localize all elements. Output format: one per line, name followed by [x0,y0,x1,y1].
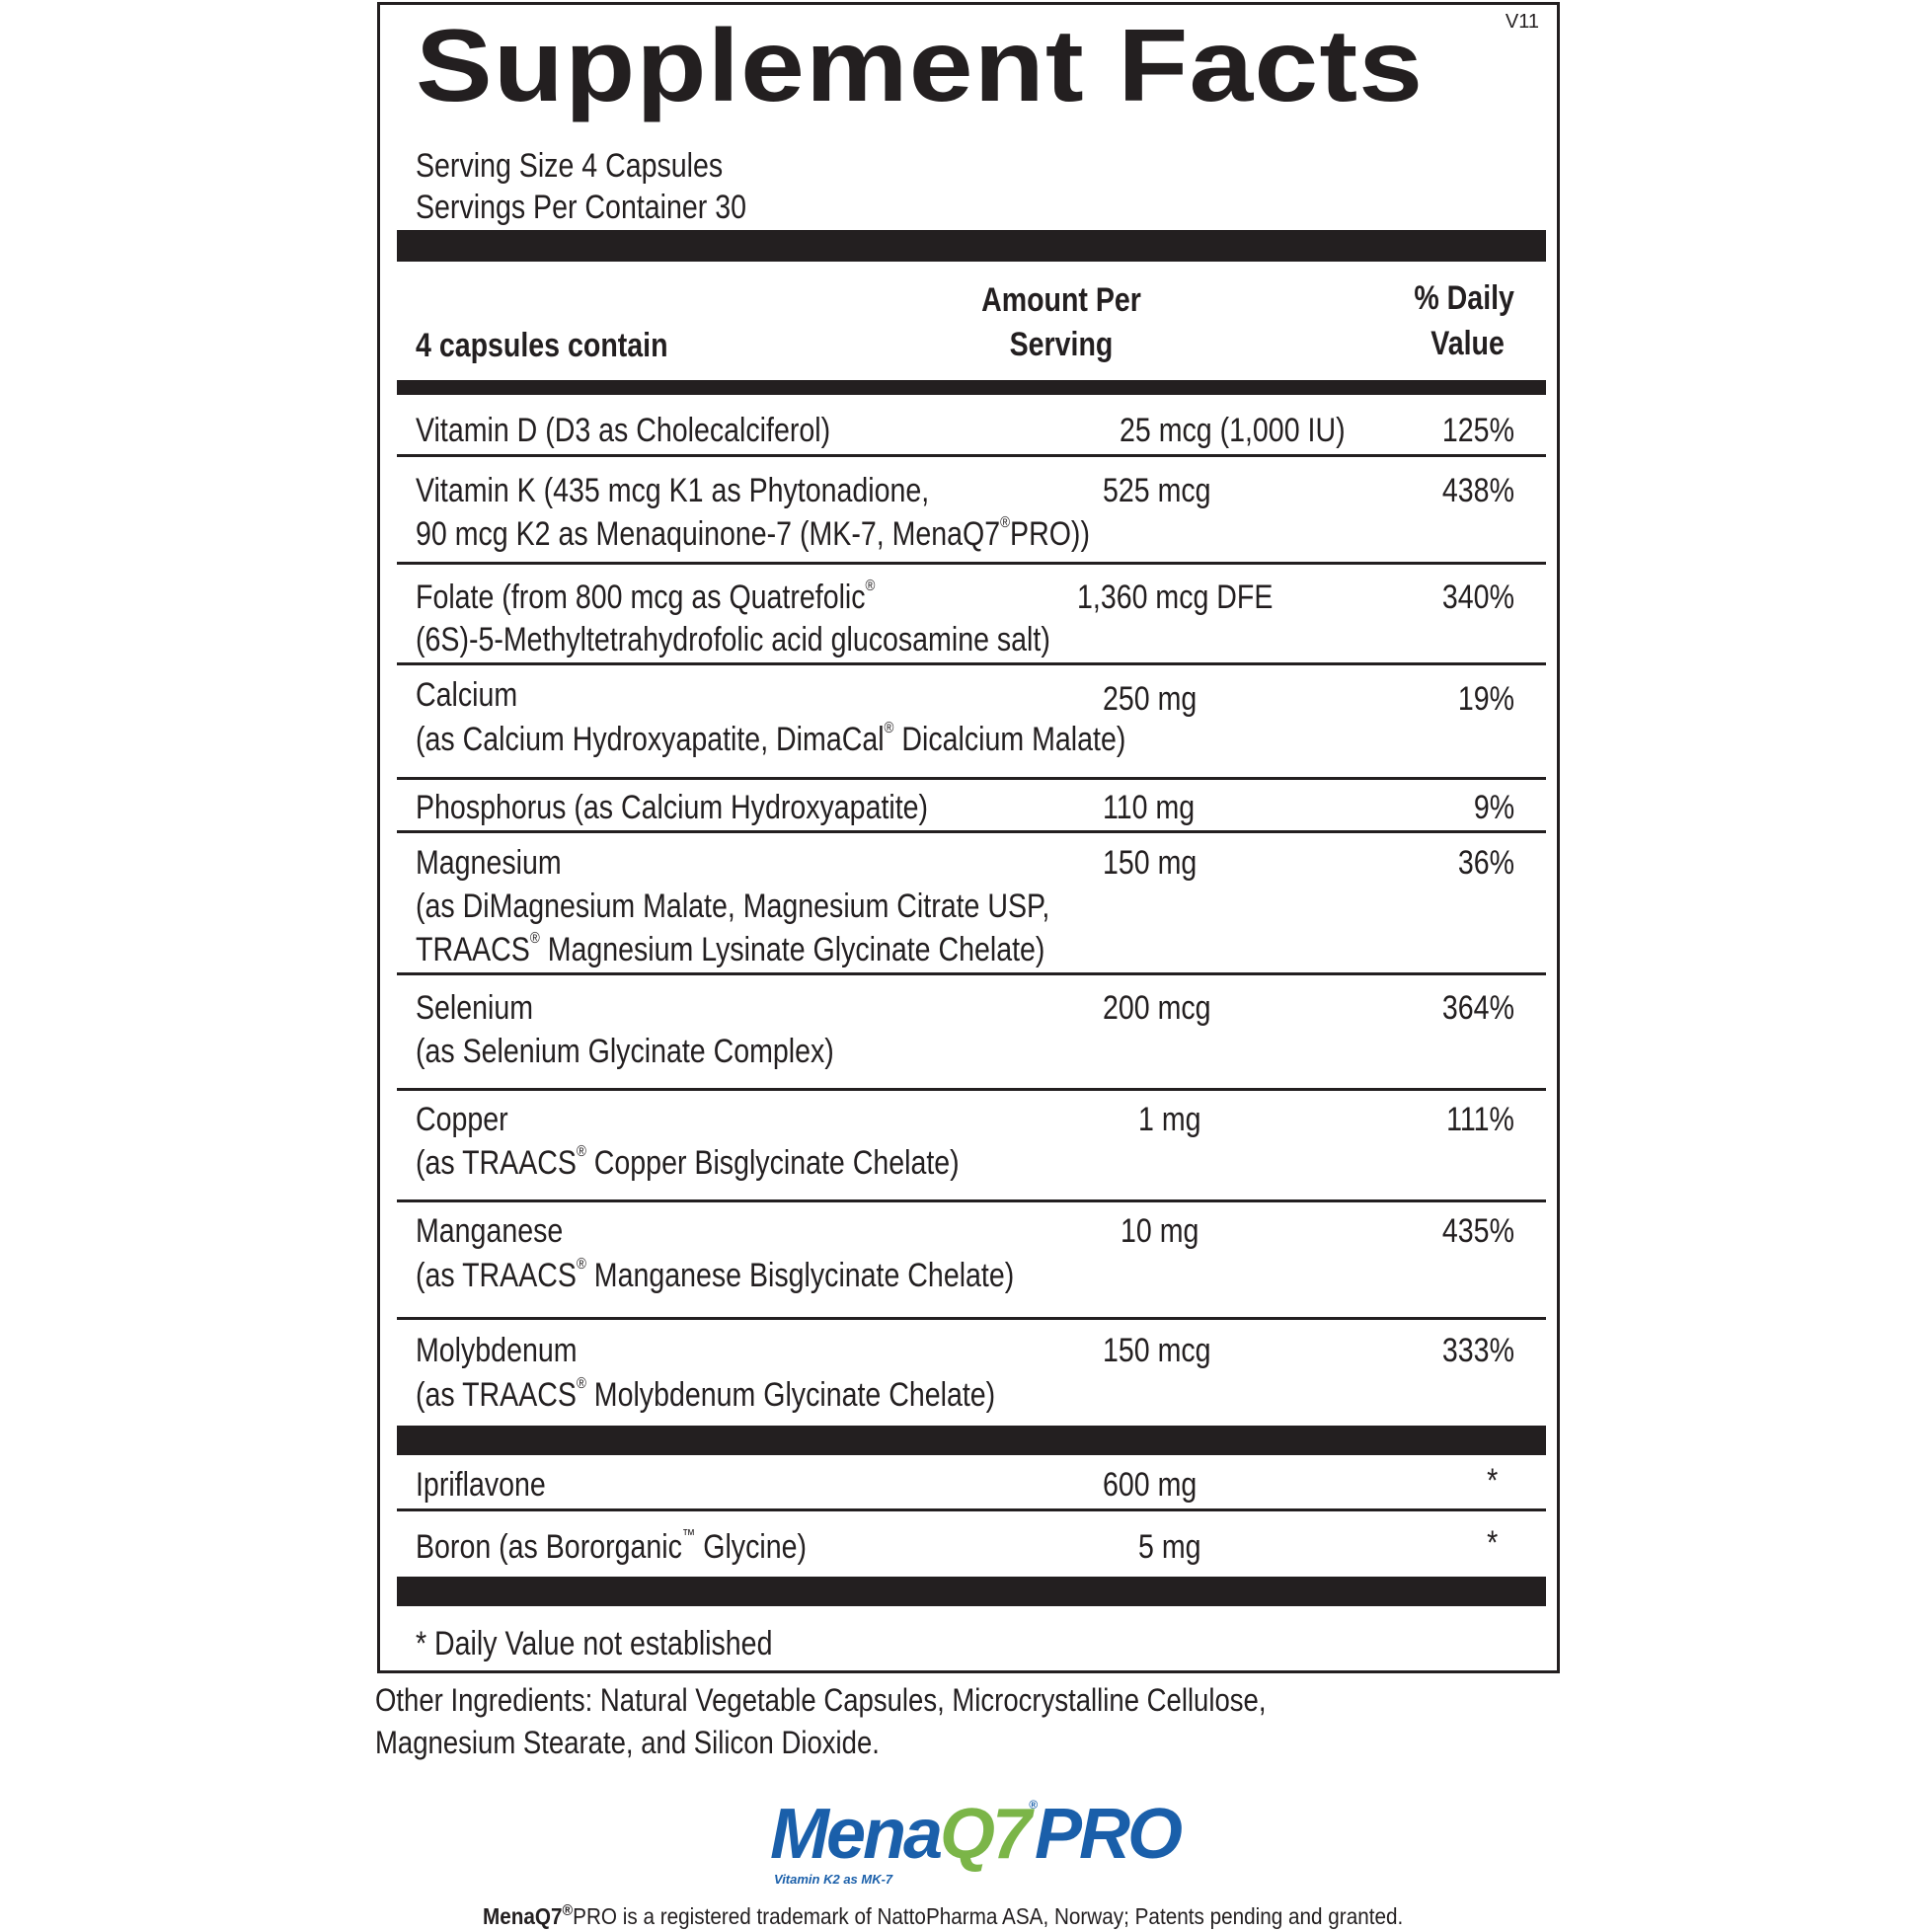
thick-divider-header [397,380,1546,395]
nutrient-amount: 1,360 mcg DFE [1077,579,1274,616]
registered-mark: ® [1000,514,1011,531]
row-divider [397,1199,1546,1202]
nutrient-dv: 19% [1457,680,1514,718]
nutrient-amount: 250 mg [1103,680,1198,718]
nutrient-amount: 10 mg [1121,1212,1199,1250]
ingredient-amount: 600 mg [1103,1466,1198,1504]
trademark-notice: MenaQ7®PRO is a registered trademark of NattoPharma ASA, Norway; Patents pending and granted. [483,1902,1404,1929]
nutrient-amount: 150 mg [1103,844,1198,882]
row-divider [397,830,1546,833]
row-divider [397,1317,1546,1320]
nutrient-dv: 435% [1441,1212,1514,1250]
row-divider [397,1508,1546,1511]
nutrient-dv: 111% [1446,1101,1514,1138]
nutrient-source: (as DiMagnesium Malate, Magnesium Citrate USP, [416,888,1050,925]
nutrient-dv: 125% [1441,412,1514,449]
nutrient-name: Manganese [416,1212,564,1250]
version-code: V11 [1505,11,1539,33]
ingredient-dv: * [1486,1524,1498,1562]
nutrient-amount: 200 mcg [1103,989,1211,1027]
registered-mark: ® [576,1143,586,1160]
nutrient-source: (as Calcium Hydroxyapatite, DimaCal® Dicalcium Malate) [416,720,1126,758]
ingredient-name: Boron (as Bororganic™ Glycine) [416,1527,807,1566]
nutrient-dv: 340% [1441,579,1514,616]
logo-wordmark: MenaQ7®PRO [770,1795,1180,1874]
nutrient-amount: 110 mg [1103,789,1196,826]
ingredient-name: Ipriflavone [416,1466,546,1504]
supplement-facts-panel [377,2,1560,1673]
registered-mark: ® [529,930,540,947]
footnote: * Daily Value not established [416,1625,773,1662]
nutrient-name: Calcium [416,676,518,714]
nutrient-amount: 25 mcg (1,000 IU) [1120,412,1346,449]
thick-divider-top [397,230,1546,262]
ingredient-amount: 5 mg [1138,1528,1201,1566]
nutrient-source: (as TRAACS® Manganese Bisglycinate Chelate) [416,1256,1015,1294]
serving-size: Serving Size 4 Capsules [416,147,724,185]
nutrient-source: (as Selenium Glycinate Complex) [416,1033,834,1070]
ingredient-dv: * [1486,1462,1498,1500]
registered-mark: ® [884,720,894,736]
nutrient-name: Vitamin K (435 mcg K1 as Phytonadione, [416,472,930,509]
registered-mark: ® [865,578,876,594]
other-ingredients-line1: Other Ingredients: Natural Vegetable Capsules, Microcrystalline Cellulose, [375,1682,1267,1718]
nutrient-name: Phosphorus (as Calcium Hydroxyapatite) [416,789,929,826]
row-divider [397,562,1546,565]
logo-subtitle: Vitamin K2 as MK-7 [774,1872,893,1887]
nutrient-dv: 438% [1441,472,1514,509]
row-divider [397,662,1546,665]
header-dv-line1: % Daily [1414,279,1514,317]
servings-per-container: Servings Per Container 30 [416,189,746,226]
header-amount-line2: Serving [1009,326,1114,363]
trademark-mark: ™ [681,1527,696,1544]
nutrient-amount: 525 mcg [1103,472,1211,509]
nutrient-name: Vitamin D (D3 as Cholecalciferol) [416,412,831,449]
nutrient-source: (6S)-5-Methyltetrahydrofolic acid glucosamine salt) [416,621,1050,658]
nutrient-amount: 150 mcg [1103,1332,1211,1369]
registered-mark: ® [576,1256,586,1273]
thick-divider-bottom [397,1577,1546,1606]
nutrient-name: Magnesium [416,844,562,882]
header-contain: 4 capsules contain [416,327,668,364]
panel-title: Supplement Facts [416,9,1425,123]
row-divider [397,972,1546,975]
thick-divider-middle [397,1426,1546,1455]
nutrient-source: (as TRAACS® Molybdenum Glycinate Chelate) [416,1375,996,1414]
header-amount-line1: Amount Per [981,281,1141,319]
nutrient-source: TRAACS® Magnesium Lysinate Glycinate Chelate) [416,930,1045,968]
row-divider [397,777,1546,780]
registered-mark: ® [562,1902,574,1919]
nutrient-name: Folate (from 800 mcg as Quatrefolic® [416,578,876,616]
row-divider [397,1088,1546,1091]
nutrient-amount: 1 mg [1138,1101,1201,1138]
menaq7-pro-logo [770,1795,1180,1887]
nutrient-source: 90 mcg K2 as Menaquinone-7 (MK-7, MenaQ7®PRO)) [416,514,1090,553]
row-divider [397,454,1546,457]
nutrient-source: (as TRAACS® Copper Bisglycinate Chelate) [416,1143,960,1182]
registered-mark: ® [576,1375,586,1392]
nutrient-name: Selenium [416,989,534,1027]
nutrient-dv: 333% [1441,1332,1514,1369]
header-dv-line2: Value [1430,325,1505,362]
nutrient-dv: 9% [1473,789,1514,826]
nutrient-name: Copper [416,1101,508,1138]
nutrient-dv: 364% [1441,989,1514,1027]
other-ingredients-line2: Magnesium Stearate, and Silicon Dioxide. [375,1725,880,1760]
nutrient-dv: 36% [1457,844,1514,882]
nutrient-name: Molybdenum [416,1332,578,1369]
